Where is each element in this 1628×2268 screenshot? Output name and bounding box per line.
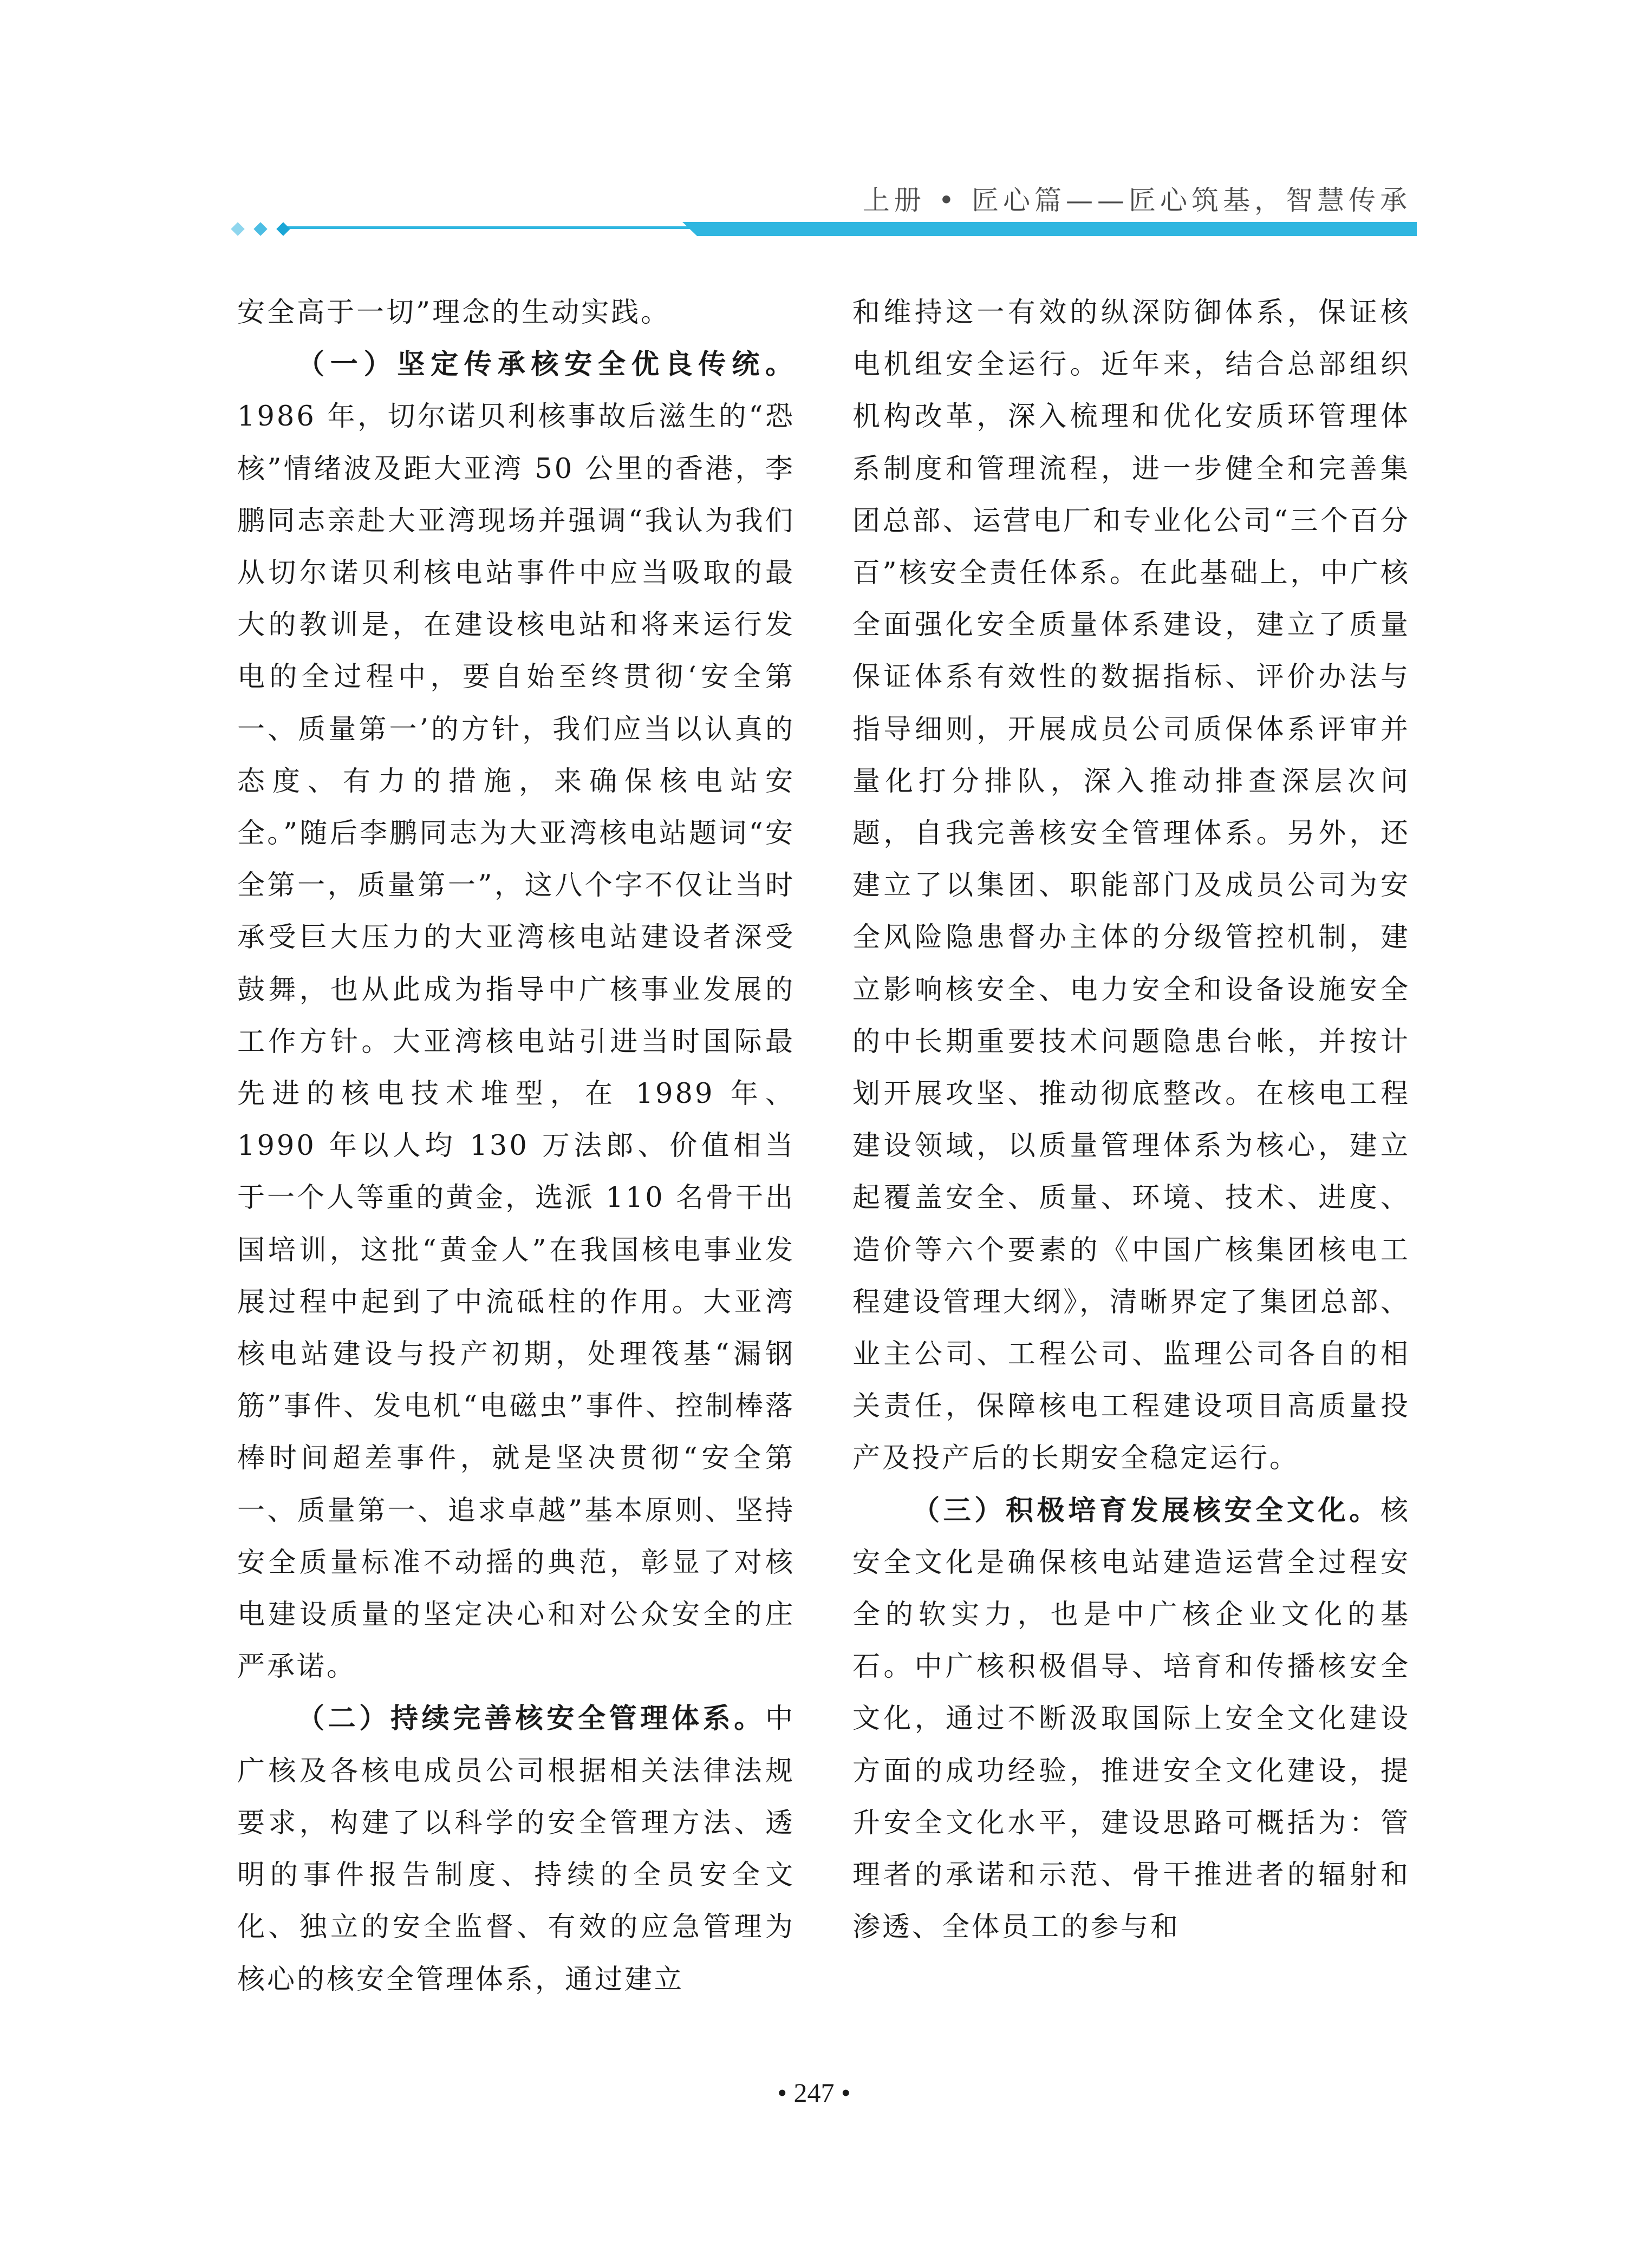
left-column <box>237 287 795 2006</box>
section-heading: （三）积极培育发展核安全文化。 <box>912 1494 1380 1527</box>
page-number: • 247 • <box>777 2077 851 2108</box>
section-heading: （一）坚定传承核安全优良传统。 <box>297 349 795 381</box>
paragraph-section-2 <box>237 1693 795 2005</box>
right-column <box>852 287 1410 1954</box>
paragraph-section-3 <box>852 1485 1410 1954</box>
running-header-title: 上册 • 匠心篇——匠心筑基，智慧传承 <box>862 185 1411 216</box>
header-diamond-ornaments <box>233 221 288 237</box>
diamond-icon <box>231 222 244 236</box>
paragraph-text: 核安全文化是确保核电站建造运营全过程安全的软实力，也是中广核企业文化的基石。中广核积极倡导、培育和传播核安全文化，通过不断汲取国际上安全文化建设方面的成功经验，推进安全文化建设，提升安全文化水平，建设思路可概括为：管理者的承诺和示范、骨干推进者的辐射和渗透、全体员工的参与和 <box>852 1494 1410 1944</box>
paragraph-text: 安全高于一切”理念的生动实践。 <box>237 297 671 329</box>
paragraph-continuation <box>852 287 1410 1485</box>
section-heading: （二）持续完善核安全管理体系。 <box>297 1703 765 1735</box>
running-header <box>0 0 1628 254</box>
paragraph-text: 和维持这一有效的纵深防御体系，保证核电机组安全运行。近年来，结合总部组织机构改革，深入梳理和优化安质环管理体系制度和管理流程，进一步健全和完善集团总部、运营电厂和专业化公司“三个百分百”核安全责任体系。在此基础上，中广核全面强化安全质量体系建设，建立了质量保证体系有效性的数据指标、评价办法与指导细则，开展成员公司质保体系评审并量化打分排队，深入推动排查深层次问题，自我完善核安全管理体系。另外，还建立了以集团、职能部门及成员公司为安全风险隐患督办主体的分级管控机制，建立影响核安全、电力安全和设备设施安全的中长期重要技术问题隐患台帐，并按计划开展攻坚、推动彻底整改。在核电工程建设领域，以质量管理体系为核心，建立起覆盖安全、质量、环境、技术、进度、造价等六个要素的《中国广核集团核电工程建设管理大纲》，清晰界定了集团总部、业主公司、工程公司、监理公司各自的相关责任，保障核电工程建设项目高质量投产及投产后的长期安全稳定运行。 <box>852 297 1410 1475</box>
diamond-icon <box>276 222 290 236</box>
diamond-icon <box>253 222 267 236</box>
paragraph-text: 中广核及各核电成员公司根据相关法律法规要求，构建了以科学的安全管理方法、透明的事件报告制度、持续的全员安全文化、独立的安全监督、有效的应急管理为核心的核安全管理体系，通过建立 <box>237 1703 795 1996</box>
header-accent-band <box>682 222 1417 236</box>
paragraph-continuation <box>237 287 795 339</box>
body-text <box>237 287 1418 2074</box>
paragraph-section-1 <box>237 339 795 1693</box>
paragraph-text: 1986 年，切尔诺贝利核事故后滋生的“恐核”情绪波及距大亚湾 50 公里的香港，李鹏同志亲赴大亚湾现场并强调“我认为我们从切尔诺贝利核电站事件中应当吸取的最大的教训是，在建设核电站和将来运行发电的全过程中，要自始至终贯彻‘安全第一、质量第一’的方针，我们应当以认真的态度、有力的措施，来确保核电站安全。”随后李鹏同志为大亚湾核电站题词“安全第一，质量第一”，这八个字不仅让当时承受巨大压力的大亚湾核电站建设者深受鼓舞，也从此成为指导中广核事业发展的工作方针。大亚湾核电站引进当时国际最先进的核电技术堆型，在 1989 年、1990 年以人均 130 万法郎、价值相当于一个人等重的黄金，选派 110 名骨干出国培训，这批“黄金人”在我国核电事业发展过程中起到了中流砥柱的作用。大亚湾核电站建设与投产初期，处理筏基“漏钢筋”事件、发电机“电磁虫”事件、控制棒落棒时间超差事件，就是坚决贯彻“安全第一、质量第一、追求卓越”基本原则、坚持安全质量标准不动摇的典范，彰显了对核电建设质量的坚定决心和对公众安全的庄严承诺。 <box>237 401 795 1683</box>
